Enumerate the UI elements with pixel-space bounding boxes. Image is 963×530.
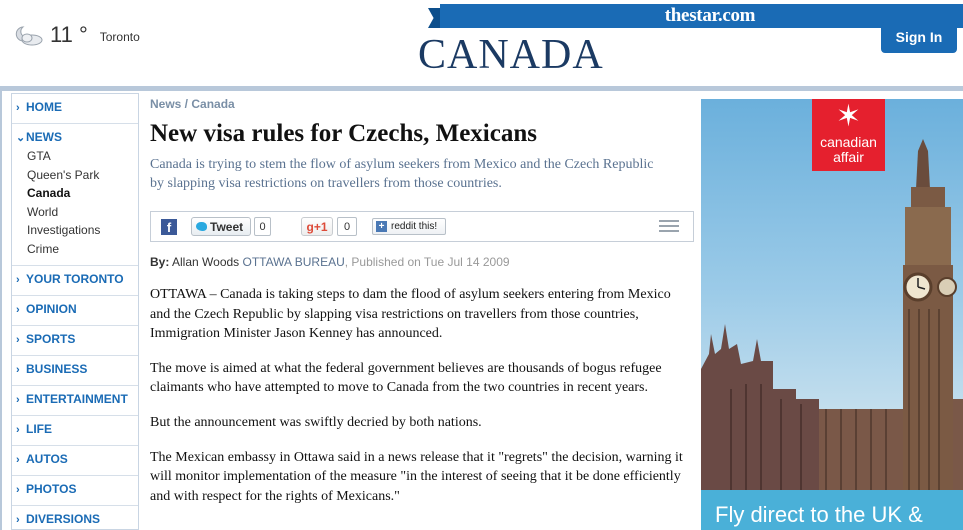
byline-bureau: OTTAWA BUREAU xyxy=(242,255,345,269)
article-title: New visa rules for Czechs, Mexicans xyxy=(150,120,537,147)
chevron-right-icon: › xyxy=(16,453,20,466)
chevron-right-icon: › xyxy=(16,303,20,316)
page-edge xyxy=(0,91,2,530)
temperature: 11 ° xyxy=(50,22,88,47)
chevron-right-icon: › xyxy=(16,513,20,526)
sidebar-subitem-queens-park[interactable]: Queen's Park xyxy=(27,167,100,182)
sidebar-subitem-crime[interactable]: Crime xyxy=(27,241,59,256)
hamburger-menu-icon[interactable] xyxy=(659,220,679,234)
article-deck: Canada is trying to stem the flow of asylum seekers from Mexico and the Czech Republic by slapping visa restrictions on travellers from those countries. xyxy=(150,157,654,191)
section-title: CANADA xyxy=(418,32,604,78)
sidebar-item-sports[interactable]: › SPORTS xyxy=(12,326,138,356)
chevron-right-icon: › xyxy=(16,393,20,406)
sidebar-item-home[interactable]: › HOME xyxy=(12,94,138,124)
sidebar-item-entertainment[interactable]: › ENTERTAINMENT xyxy=(12,386,138,416)
weather-widget[interactable] xyxy=(14,22,140,48)
sidebar-item-opinion[interactable]: › OPINION xyxy=(12,296,138,326)
sidebar-subitem-canada[interactable]: Canada xyxy=(27,186,71,201)
facebook-icon[interactable]: f xyxy=(161,219,177,235)
publish-date: , Published on Tue Jul 14 2009 xyxy=(344,255,510,269)
google-plus-button[interactable]: g+1 xyxy=(301,217,333,236)
canadian-affair-logo: ✶ canadian affair xyxy=(812,99,885,171)
byline xyxy=(150,255,510,269)
advertisement[interactable] xyxy=(701,99,963,530)
sidebar-subitem-investigations[interactable]: Investigations xyxy=(27,223,101,238)
reddit-plus-icon: + xyxy=(376,221,387,232)
twitter-bird-icon xyxy=(196,222,207,231)
sidebar-nav xyxy=(11,93,139,530)
sidebar-subitem-gta[interactable]: GTA xyxy=(27,149,51,163)
article-paragraph: OTTAWA – Canada is taking steps to dam the flood of asylum seekers entering from Mexico and the Czech Republic by slapping visa restrictions on travellers from those countries, Immigration Minister Jason Kenney has announced. xyxy=(150,287,671,342)
sidebar-item-photos[interactable]: › PHOTOS xyxy=(12,476,138,506)
article-header xyxy=(150,97,695,193)
article-paragraph: But the announcement was swiftly decried by both nations. xyxy=(150,414,482,430)
sidebar-item-life[interactable]: › LIFE xyxy=(12,416,138,446)
chevron-right-icon: › xyxy=(16,102,20,114)
gplus-count: 0 xyxy=(337,217,357,236)
sidebar-item-autos[interactable]: › AUTOS xyxy=(12,446,138,476)
author-name[interactable]: Allan Woods xyxy=(172,255,240,269)
share-bar xyxy=(150,211,694,242)
chevron-right-icon: › xyxy=(16,333,20,346)
sidebar-item-business[interactable]: › BUSINESS xyxy=(12,356,138,386)
sign-in-button[interactable]: Sign In xyxy=(881,22,957,53)
byline-label: By: xyxy=(150,255,170,269)
article-paragraph: The Mexican embassy in Ottawa said in a news release that it "regrets" the decision, warning it will monitor implementation of the measure "in the interest of seeing that it be done efficiently and with respect for the rights of Mexicans." xyxy=(150,449,683,504)
sidebar-subitem-world[interactable]: World xyxy=(27,204,59,219)
tweet-count: 0 xyxy=(254,217,271,236)
partly-cloudy-moon-icon xyxy=(14,23,44,47)
chevron-right-icon: › xyxy=(16,483,20,496)
site-logo[interactable] xyxy=(418,4,756,78)
sidebar-item-news[interactable]: ⌄NEWS GTA Queen's Park Canada World Investigations Crime xyxy=(12,124,138,266)
weather-city: Toronto xyxy=(99,30,140,44)
sidebar-item-diversions[interactable]: › DIVERSIONS xyxy=(12,506,138,530)
ad-tagline: Fly direct to the UK & xyxy=(715,502,923,527)
thestar-ribbon xyxy=(428,4,756,30)
site-name: thestar.com xyxy=(440,4,963,28)
maple-leaf-icon: ✶ xyxy=(835,100,862,133)
article-body xyxy=(150,285,690,521)
chevron-right-icon: › xyxy=(16,273,20,286)
tweet-button[interactable]: Tweet xyxy=(191,217,251,236)
article-paragraph: The move is aimed at what the federal government believes are thousands of bogus refugee claimants who have attempted to move to Canada from the two countries in recent years. xyxy=(150,360,662,396)
chevron-down-icon: ⌄ xyxy=(16,132,26,144)
breadcrumb[interactable]: News / Canada xyxy=(150,97,235,111)
sidebar-item-your-toronto[interactable]: › YOUR TORONTO xyxy=(12,266,138,296)
chevron-right-icon: › xyxy=(16,363,20,376)
chevron-right-icon: › xyxy=(16,423,20,436)
reddit-button[interactable]: + reddit this! xyxy=(372,218,446,235)
header-divider xyxy=(0,86,963,91)
